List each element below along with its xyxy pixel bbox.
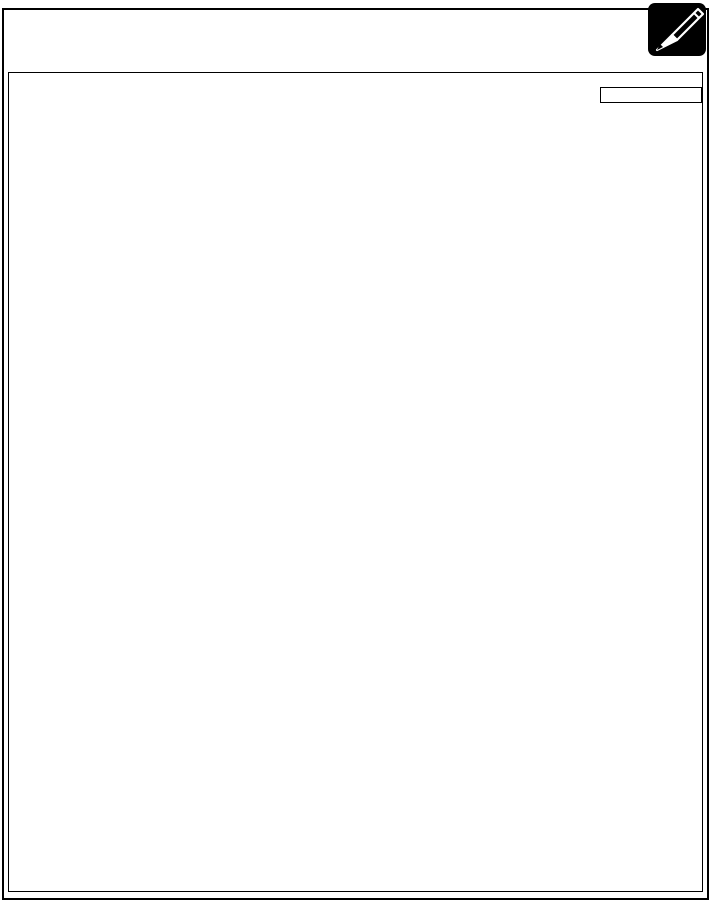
carryover-header bbox=[600, 87, 702, 103]
content-box bbox=[8, 72, 703, 892]
carryover-header-row bbox=[9, 87, 702, 103]
pencil-icon bbox=[648, 3, 706, 56]
carryover-spacer bbox=[378, 87, 600, 103]
section-gap bbox=[9, 73, 702, 87]
section-header-a bbox=[9, 87, 378, 103]
